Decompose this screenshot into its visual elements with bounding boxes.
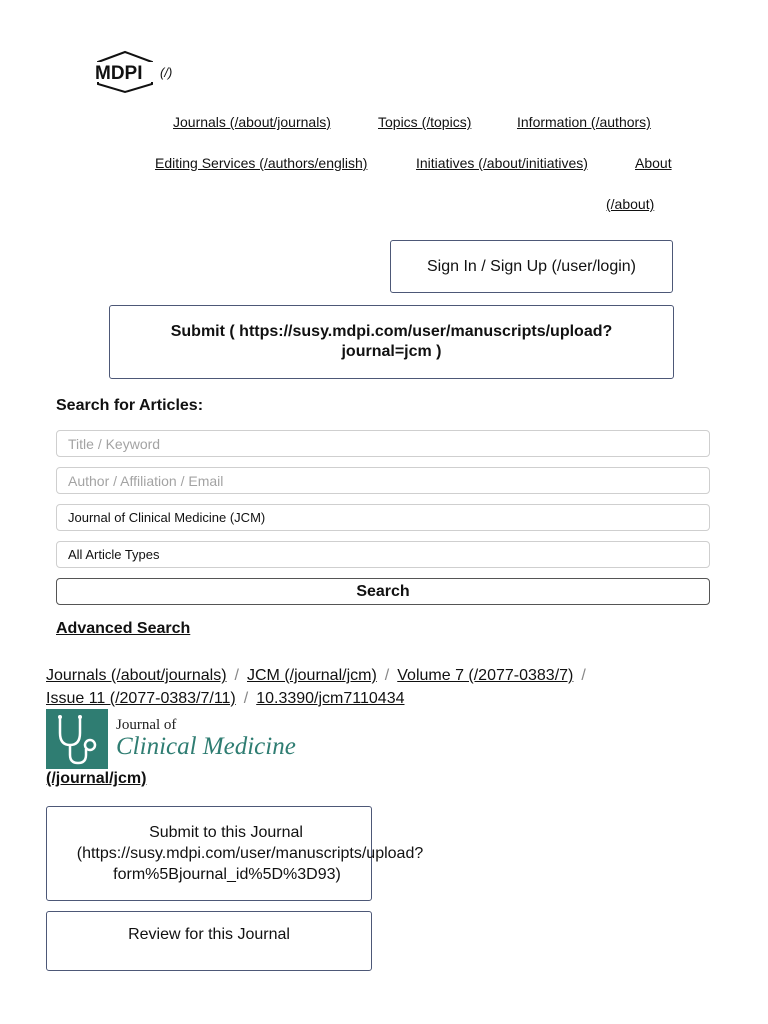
breadcrumb-separator: /: [243, 690, 249, 707]
nav-about[interactable]: About: [635, 155, 672, 171]
journal-select-value: Journal of Clinical Medicine (JCM): [68, 510, 266, 525]
breadcrumb-doi[interactable]: 10.3390/jcm7110434: [256, 690, 405, 707]
nav-initiatives[interactable]: Initiatives (/about/initiatives): [416, 155, 588, 171]
review-for-journal-label: Review for this Journal: [128, 926, 290, 943]
submit-to-journal-label: [56, 822, 456, 885]
journal-link[interactable]: (/journal/jcm): [46, 770, 147, 787]
breadcrumb-volume[interactable]: Volume 7 (/2077-0383/7): [397, 667, 574, 684]
svg-text:MDPI: MDPI: [95, 63, 143, 84]
breadcrumb-journals[interactable]: Journals (/about/journals): [46, 667, 227, 684]
sign-in-label: Sign In / Sign Up (/user/login): [427, 257, 636, 275]
submit-to-journal-line1: Submit to this Journal: [149, 824, 303, 841]
nav-journals[interactable]: Journals (/about/journals): [173, 114, 331, 130]
nav-about-path[interactable]: (/about): [606, 196, 655, 212]
breadcrumb-issue[interactable]: Issue 11 (/2077-0383/7/11): [46, 690, 236, 707]
nav-topics[interactable]: Topics (/topics): [378, 114, 472, 130]
nav-information[interactable]: Information (/authors): [517, 114, 651, 130]
advanced-search-link[interactable]: Advanced Search: [56, 620, 191, 637]
nav-editing-services[interactable]: Editing Services (/authors/english): [155, 155, 368, 171]
journal-logo-name: Clinical Medicine: [116, 733, 296, 760]
submit-label: Submit ( https://susy.mdpi.com/user/manuscripts/upload?journal=jcm ): [170, 323, 613, 360]
breadcrumb-jcm[interactable]: JCM (/journal/jcm): [247, 667, 377, 684]
journal-logo-of: Journal of: [116, 717, 177, 733]
submit-to-journal-line3: form%5Bjournal_id%5D%3D93): [113, 866, 341, 883]
submit-to-journal-line2: (https://susy.mdpi.com/user/manuscripts/upload?: [76, 845, 424, 862]
breadcrumb-separator: /: [581, 667, 586, 684]
logo-suffix: (/): [160, 64, 173, 80]
article-type-select-value: All Article Types: [68, 547, 160, 562]
search-button-label: Search: [356, 582, 410, 600]
search-heading: Search for Articles:: [56, 397, 204, 414]
breadcrumb-separator: /: [234, 667, 239, 684]
breadcrumb-separator: /: [384, 667, 390, 684]
